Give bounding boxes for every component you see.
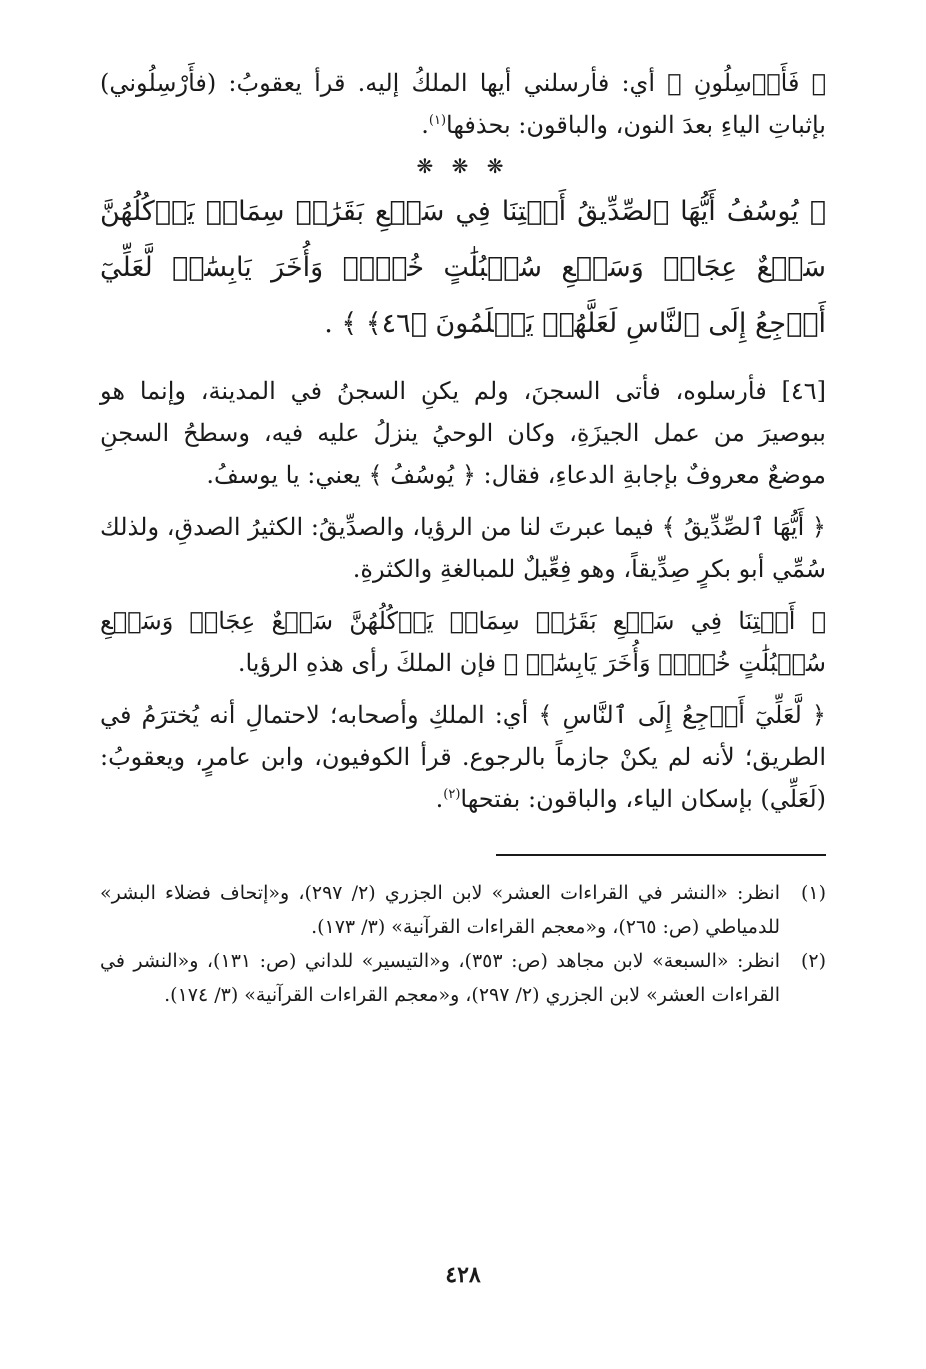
footnote-2-text: انظر: «السبعة» لابن مجاهد (ص: ٣٥٣)، و«التيسير» للداني (ص: ١٣١)، و«النشر في القراءات العشر» لابن الجزري (٢/ ٢٩٧)، و«معجم القراءات القرآنية» (٣/ ١٧٤). [100,950,781,1006]
spacer [100,352,826,370]
paragraph-1 [100,62,826,146]
paragraph-2: [٤٦] فأرسلوه، فأتى السجنَ، ولم يكنِ السجنُ في المدينة، وإنما هو ببوصيرَ من عمل الجيزَةِ، وكان الوحيُ ينزلُ عليه فيه، وسطحُ السجنِ موضعٌ معروفٌ بإجابةِ الدعاءِ، فقال: ﴿ يُوسُفُ ﴾ يعني: يا يوسفُ. [100,377,826,489]
paragraph-1-end: . [421,111,429,139]
page-number: ٤٢٨ [445,1262,481,1288]
paragraph-5-end: . [435,785,444,813]
paragraph-5 [100,694,826,820]
quran-verse: ﴿ يُوسُفُ أَيُّهَا ٱلصِّدِّيقُ أَفۡتِنَا فِي سَبۡعِ بَقَرَٰتٖ سِمَانٖ يَأۡكُلُهُنَّ سَبۡعٌ عِجَافٞ وَسَبۡعِ سُنۢبُلَٰتٍ خُضۡرٖ وَأُخَرَ يَابِسَٰتٖ لَّعَلِّيٓ أَرۡجِعُ إِلَى ٱلنَّاسِ لَعَلَّهُمۡ يَعۡلَمُونَ ﴿٤٦﴾ ﴾ . [100,196,826,339]
footnote-ref-1[interactable]: (١) [428,113,447,128]
page-body [100,62,826,1012]
footnote-ref-2[interactable]: (٢) [443,787,461,802]
footnote-1-number: (١) [800,882,826,904]
spacer [100,496,826,506]
footnote-2 [100,944,826,1012]
footnote-1 [100,876,826,944]
footnote-divider [496,854,826,856]
paragraph-1-text: ﴿ فَأَرۡسِلُونِ ﴾ أي: فأرسلني أيها الملكُ إليه. قرأ يعقوبُ: (فأَرْسِلُوني) بإثباتِ الياءِ بعدَ النون، والباقون: بحذفها [100,69,826,139]
paragraph-5-text: ﴿ لَّعَلِّيٓ أَرۡجِعُ إِلَى ٱلنَّاسِ ﴾ أي: الملكِ وأصحابه؛ لاحتمالِ أنه يُخترَمُ في الطريق؛ لأنه لم يكنْ جازماً بالرجوع. قرأ الكوفيون، وابن عامرٍ، ويعقوبُ: (لَعَلِّي) بإسكان الياء، والباقون: بفتحها [100,701,826,813]
footnote-1-text: انظر: «النشر في القراءات العشر» لابن الجزري (٢/ ٢٩٧)، و«إتحاف فضلاء البشر» للدمياطي (ص: ٢٦٥)، و«معجم القراءات القرآنية» (٣/ ١٧٣). [100,882,780,938]
spacer [100,684,826,694]
paragraph-4: ﴿ أَفۡتِنَا فِي سَبۡعِ بَقَرَٰتٖ سِمَانٖ يَأۡكُلُهُنَّ سَبۡعٌ عِجَافٞ وَسَبۡعِ سُنۢبُلَٰتٍ خُضۡرٖ وَأُخَرَ يَابِسَٰتٖ ﴾ فإن الملكَ رأى هذهِ الرؤيا. [100,607,826,677]
paragraph-3: ﴿ أَيُّهَا ٱلصِّدِّيقُ ﴾ فيما عبرتَ لنا من الرؤيا، والصدِّيقُ: الكثيرُ الصدقِ، ولذلك سُمِّي أبو بكرٍ صِدِّيقاً، وهو فِعِّيلٌ للمبالغةِ والكثرةِ. [100,513,826,583]
footnote-2-number: (٢) [800,950,826,972]
section-separator: ❋ ❋ ❋ [416,154,510,178]
spacer [100,590,826,600]
